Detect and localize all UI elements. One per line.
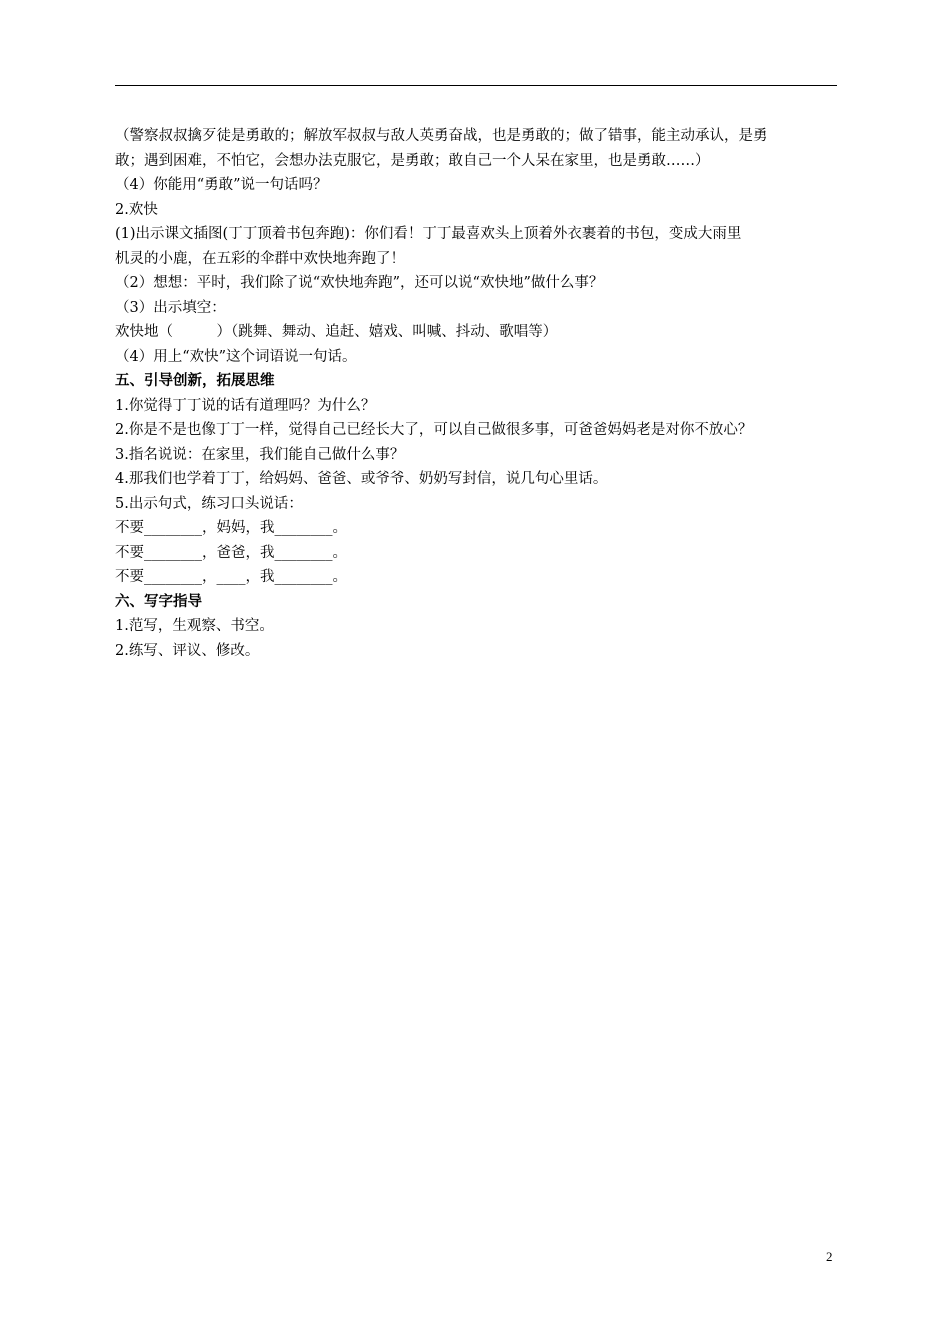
section-heading-6: 六、写字指导 <box>115 592 202 610</box>
paragraph-line: （4）用上“欢快”这个词语说一句话。 <box>115 348 357 365</box>
paragraph-line: （2）想想：平时，我们除了说“欢快地奔跑”，还可以说“欢快地”做什么事？ <box>115 275 604 291</box>
list-item: 1.范写，生观察、书空。 <box>115 618 274 634</box>
header-rule <box>115 85 837 86</box>
list-item: 2.练写、评议、修改。 <box>115 642 260 659</box>
paragraph-line: （3）出示填空： <box>115 299 226 316</box>
page-number: 2 <box>826 1249 833 1264</box>
sentence-pattern: 不要________，妈妈，我________。 <box>115 520 347 536</box>
sentence-pattern: 不要________，爸爸，我________。 <box>115 544 347 561</box>
section-heading-5: 五、引导创新，拓展思维 <box>115 372 275 389</box>
paragraph-line: （4）你能用“勇敢”说一句话吗？ <box>115 177 328 193</box>
list-item: 4.那我们也学着丁丁，给妈妈、爸爸、或爷爷、奶奶写封信，说几句心里话。 <box>115 471 608 487</box>
paragraph-line: (1)出示课文插图(丁丁顶着书包奔跑)：你们看！丁丁最喜欢头上顶着外衣裹着的书包，变成大雨里 <box>115 226 742 242</box>
list-item: 1.你觉得丁丁说的话有道理吗？为什么？ <box>115 397 376 414</box>
subheading-huankuai: 2.欢快 <box>115 201 158 218</box>
paragraph-line: 敢；遇到困难，不怕它，会想办法克服它，是勇敢；敢自己一个人呆在家里，也是勇敢……） <box>115 152 710 169</box>
list-item: 2.你是不是也像丁丁一样，觉得自己已经长大了，可以自己做很多事，可爸爸妈妈老是对你不放心？ <box>115 422 753 438</box>
list-item: 5.出示句式，练习口头说话： <box>115 495 303 512</box>
paragraph-line: （警察叔叔擒歹徒是勇敢的；解放军叔叔与敌人英勇奋战，也是勇敢的；做了错事，能主动承认，是勇 <box>115 128 768 144</box>
sentence-pattern: 不要________，____，我________。 <box>115 569 347 585</box>
document-body <box>115 124 845 663</box>
paragraph-line: 机灵的小鹿，在五彩的伞群中欢快地奔跑了！ <box>115 250 405 267</box>
fill-in-line: 欢快地（ ）（跳舞、舞动、追赶、嬉戏、叫喊、抖动、歌唱等） <box>115 324 558 340</box>
list-item: 3.指名说说：在家里，我们能自己做什么事？ <box>115 446 405 463</box>
